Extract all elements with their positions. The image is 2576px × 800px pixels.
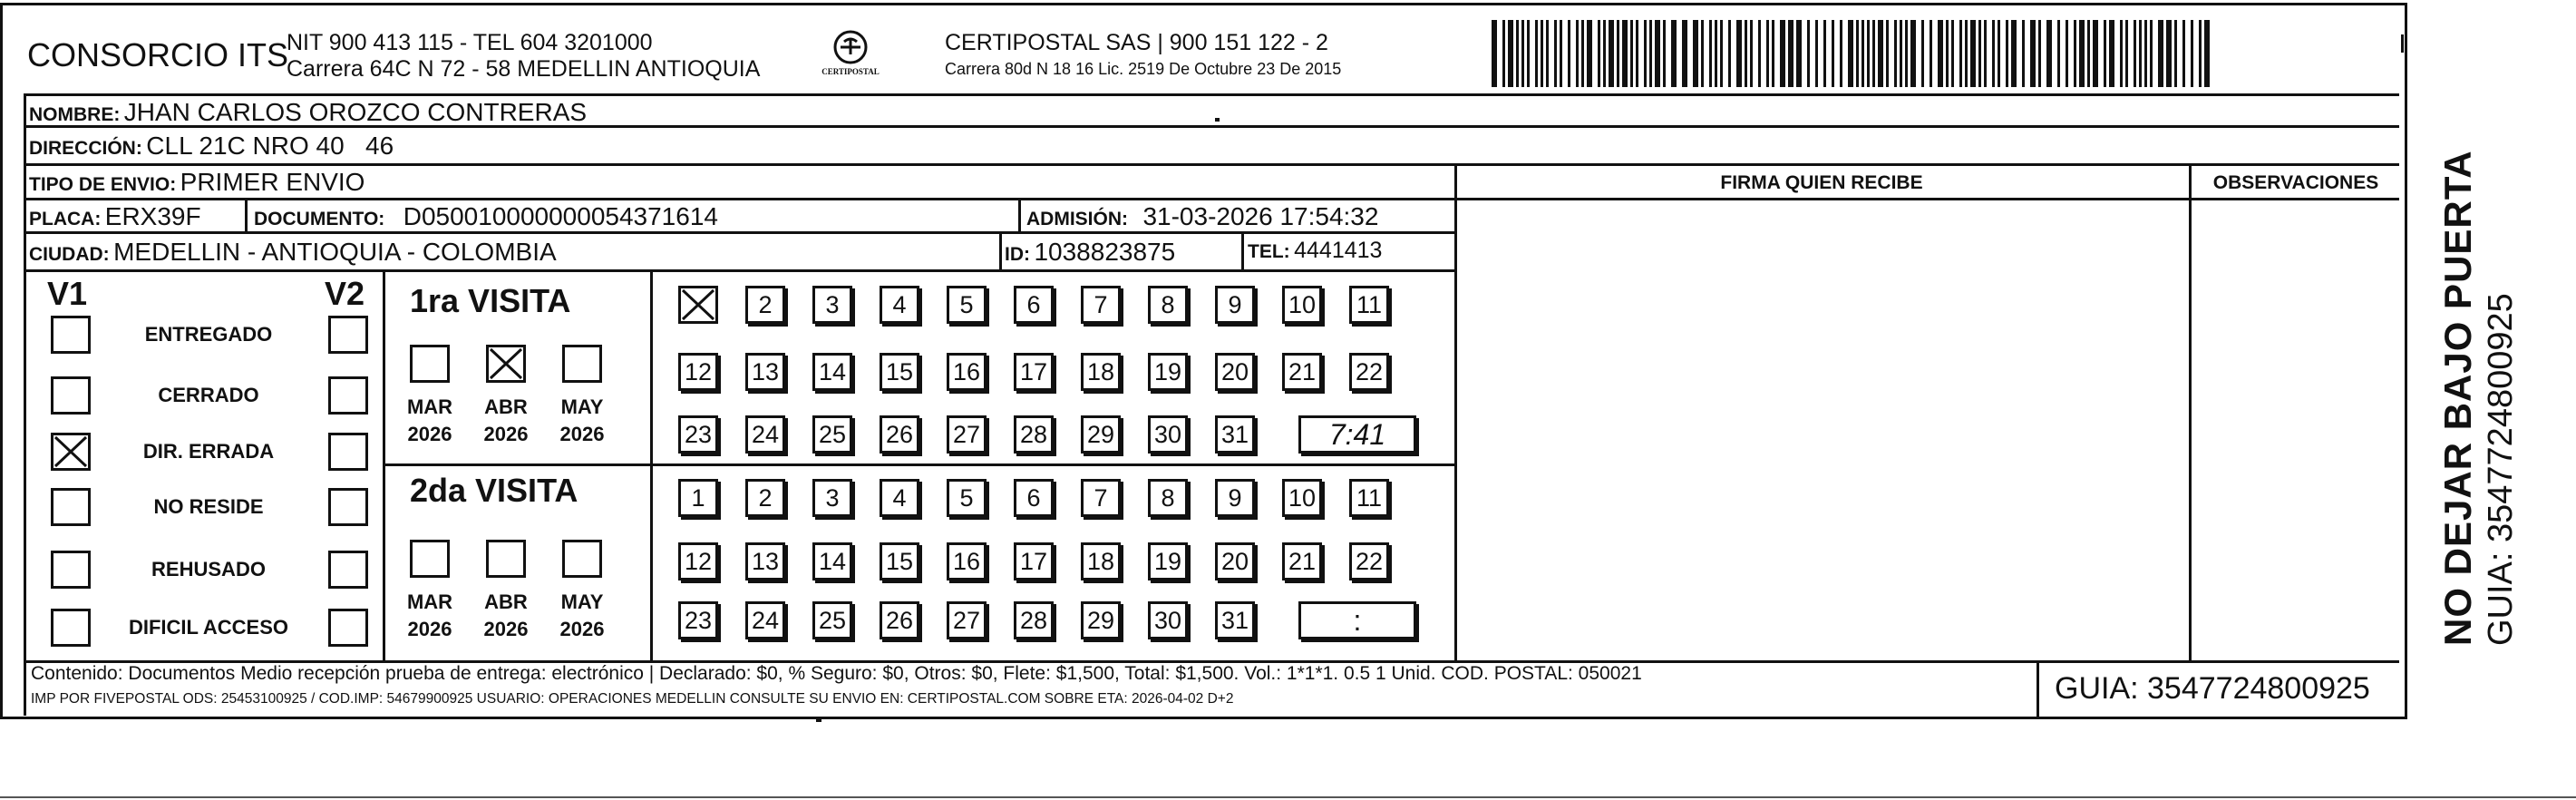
first-day-box[interactable]: 17: [1014, 353, 1054, 391]
second-day-box[interactable]: 27: [947, 601, 987, 639]
second-day-box[interactable]: 30: [1148, 601, 1188, 639]
first-day-box[interactable]: 21: [1282, 353, 1322, 391]
first-day-box[interactable]: 27: [947, 415, 987, 454]
second-day-box[interactable]: 14: [812, 542, 852, 580]
v1-checkbox[interactable]: [51, 488, 91, 526]
nombre-label: NOMBRE:: [29, 104, 121, 125]
nombre-row: [29, 98, 587, 127]
certipostal-logo: [821, 27, 880, 91]
first-day-box[interactable]: 2: [745, 286, 785, 324]
second-month-checkbox[interactable]: [410, 540, 450, 578]
tel-divider: [1241, 231, 1244, 269]
first-month-label: MAY: [560, 395, 604, 418]
row-line-1: [24, 93, 2399, 96]
second-month-label: ABR: [484, 590, 528, 613]
second-day-box[interactable]: 10: [1282, 479, 1322, 517]
direccion-row: [29, 132, 394, 161]
first-year-label: 2026: [407, 423, 452, 445]
v1-checkbox[interactable]: [51, 551, 91, 589]
tel-label: TEL:: [1248, 241, 1290, 262]
first-day-box[interactable]: 22: [1349, 353, 1389, 391]
second-day-box[interactable]: 13: [745, 542, 785, 580]
second-day-box[interactable]: 9: [1215, 479, 1255, 517]
status-label: ENTREGADO: [144, 323, 273, 346]
admision-row: [1026, 202, 1378, 231]
id-row: [1005, 238, 1175, 267]
side-warning: NO DEJAR BAJO PUERTA: [2436, 150, 2479, 646]
row-line-3: [24, 163, 2399, 166]
placa-value: ERX39F: [104, 202, 201, 230]
second-month-label: MAY: [560, 590, 604, 613]
row-line-6: [24, 269, 1456, 272]
first-time-box[interactable]: 7:41: [1298, 415, 1416, 454]
first-month-checkbox[interactable]: [562, 345, 602, 383]
second-day-box[interactable]: 15: [880, 542, 919, 580]
second-day-box[interactable]: 28: [1014, 601, 1054, 639]
status-label: NO RESIDE: [153, 495, 264, 518]
nombre-value: JHAN CARLOS OROZCO CONTRERAS: [123, 98, 588, 126]
first-day-box[interactable]: 10: [1282, 286, 1322, 324]
second-month-label: MAR: [406, 590, 453, 613]
placa-row: [29, 202, 201, 231]
second-day-box[interactable]: 17: [1014, 542, 1054, 580]
second-day-box[interactable]: 5: [947, 479, 987, 517]
first-day-box[interactable]: 30: [1148, 415, 1188, 454]
first-day-box[interactable]: 7: [1081, 286, 1121, 324]
first-day-box[interactable]: 26: [880, 415, 919, 454]
tipo-value: PRIMER ENVIO: [180, 168, 365, 196]
barcode: [1492, 20, 2217, 87]
tipo-label: TIPO DE ENVIO:: [29, 174, 177, 195]
status-label: REHUSADO: [151, 558, 266, 580]
first-day-box[interactable]: 15: [880, 353, 919, 391]
second-day-box[interactable]: 31: [1215, 601, 1255, 639]
second-day-box[interactable]: 12: [678, 542, 718, 580]
first-day-box[interactable]: 9: [1215, 286, 1255, 324]
ciudad-label: CIUDAD:: [29, 244, 110, 265]
second-day-box[interactable]: 18: [1081, 542, 1121, 580]
first-day-box[interactable]: 31: [1215, 415, 1255, 454]
tel-value: 4441413: [1294, 238, 1383, 263]
second-day-box[interactable]: 19: [1148, 542, 1188, 580]
contenido-line: Contenido: Documentos Medio recepción prueba de entrega: electrónico | Declarado: $0, % Seguro: $0, Otros: $0, Flete: $1,500, Total: $1,500. Vol.: 1*1*1. 0.5 1 Unid. COD. POSTAL: 050021: [31, 663, 1642, 684]
id-value: 1038823875: [1034, 238, 1176, 266]
first-month-label: MAR: [406, 395, 453, 418]
first-day-box[interactable]: 14: [812, 353, 852, 391]
id-label: ID:: [1005, 244, 1030, 265]
second-day-box[interactable]: 2: [745, 479, 785, 517]
first-month-checkbox[interactable]: [410, 345, 450, 383]
carrier-address: Carrera 80d N 18 16 Lic. 2519 De Octubre 23 De 2015: [945, 60, 1342, 78]
page-bottom-edge: [0, 796, 2576, 798]
first-day-box[interactable]: 13: [745, 353, 785, 391]
firma-label: FIRMA QUIEN RECIBE: [1720, 172, 1923, 193]
first-day-box[interactable]: 3: [812, 286, 852, 324]
second-time-box[interactable]: :: [1298, 601, 1416, 639]
second-year-label: 2026: [559, 618, 605, 640]
second-day-box[interactable]: 16: [947, 542, 987, 580]
tel-row: [1248, 238, 1382, 264]
second-day-box[interactable]: 22: [1349, 542, 1389, 580]
documento-value: D050010000000054371614: [403, 202, 718, 230]
first-day-box[interactable]: 29: [1081, 415, 1121, 454]
second-day-box[interactable]: 3: [812, 479, 852, 517]
tipo-row: [29, 168, 365, 197]
second-day-box[interactable]: 20: [1215, 542, 1255, 580]
status-label: DIR. ERRADA: [142, 440, 275, 463]
first-year-label: 2026: [559, 423, 605, 445]
admision-label: ADMISIÓN:: [1026, 209, 1128, 229]
second-day-box[interactable]: 23: [678, 601, 718, 639]
second-day-box[interactable]: 21: [1282, 542, 1322, 580]
v2-checkbox[interactable]: [328, 488, 368, 526]
admision-divider: [1018, 198, 1021, 231]
first-year-label: 2026: [483, 423, 529, 445]
frame-top: [0, 3, 2407, 5]
direccion-value: CLL 21C NRO 40 46: [146, 132, 394, 160]
first-day-box[interactable]: 12: [678, 353, 718, 391]
logo-text: CERTIPOSTAL: [821, 67, 880, 76]
second-day-box[interactable]: 1: [678, 479, 718, 517]
second-day-box[interactable]: 8: [1148, 479, 1188, 517]
carrier-line: CERTIPOSTAL SAS | 900 151 122 - 2: [945, 30, 1328, 55]
second-day-box[interactable]: 24: [745, 601, 785, 639]
frame-left: [0, 3, 3, 719]
v2-checkbox[interactable]: [328, 551, 368, 589]
margin-tick: [2401, 34, 2404, 53]
side-guia: GUIA: 3547724800925: [2482, 293, 2520, 646]
ciudad-row: [29, 238, 557, 267]
second-year-label: 2026: [407, 618, 452, 640]
obs-left: [2189, 163, 2192, 660]
first-day-box[interactable]: 4: [880, 286, 919, 324]
first-day-box[interactable]: [678, 286, 718, 324]
first-month-label: ABR: [484, 395, 528, 418]
company-name: CONSORCIO ITS: [27, 36, 289, 73]
guia-box: GUIA: 3547724800925: [2055, 671, 2370, 706]
v2-checkbox[interactable]: [328, 433, 368, 471]
second-month-checkbox[interactable]: [486, 540, 526, 578]
first-day-box[interactable]: 5: [947, 286, 987, 324]
first-day-box[interactable]: 23: [678, 415, 718, 454]
ciudad-value: MEDELLIN - ANTIOQUIA - COLOMBIA: [113, 238, 557, 266]
observaciones-label: OBSERVACIONES: [2212, 172, 2379, 193]
first-visit-title: 1ra VISITA: [410, 282, 571, 319]
company-nit: NIT 900 413 115 - TEL 604 3201000: [287, 30, 653, 55]
inner-left: [24, 93, 26, 716]
company-address: Carrera 64C N 72 - 58 MEDELLIN ANTIOQUIA: [287, 56, 761, 82]
admision-value: 31-03-2026 17:54:32: [1142, 202, 1379, 230]
second-day-box[interactable]: 11: [1349, 479, 1389, 517]
v1-checkbox[interactable]: [51, 376, 91, 415]
direccion-label: DIRECCIÓN:: [29, 138, 142, 159]
v2-checkbox[interactable]: [328, 316, 368, 354]
second-day-box[interactable]: 26: [880, 601, 919, 639]
v1-checkbox[interactable]: [51, 316, 91, 354]
documento-row: [254, 202, 718, 231]
first-day-box[interactable]: 28: [1014, 415, 1054, 454]
imp-line: IMP POR FIVEPOSTAL ODS: 25453100925 / COD.IMP: 54679900925 USUARIO: OPERACIONES MEDELLIN CONSULTE SU ENVIO EN: CERTIPOSTAL.COM SOBRE ETA: 2026-04-02 D+2: [31, 691, 1234, 707]
first-day-box[interactable]: 16: [947, 353, 987, 391]
speck: [816, 718, 821, 722]
second-day-box[interactable]: 4: [880, 479, 919, 517]
first-day-box[interactable]: 6: [1014, 286, 1054, 324]
status-label: CERRADO: [158, 384, 259, 406]
documento-label: DOCUMENTO:: [254, 209, 385, 229]
second-visit-title: 2da VISITA: [410, 472, 578, 509]
first-day-box[interactable]: 20: [1215, 353, 1255, 391]
status-label: DIFICIL ACCESO: [128, 616, 288, 639]
firma-header-line: [1454, 198, 2399, 200]
first-day-box[interactable]: 25: [812, 415, 852, 454]
firma-left: [1454, 163, 1457, 660]
side-text: [2435, 150, 2521, 646]
id-divider: [999, 231, 1002, 269]
first-day-box[interactable]: 19: [1148, 353, 1188, 391]
first-day-box[interactable]: 24: [745, 415, 785, 454]
frame-bottom: [0, 717, 2407, 719]
v2-label: V2: [325, 275, 365, 312]
second-day-box[interactable]: 6: [1014, 479, 1054, 517]
placa-divider: [245, 198, 248, 231]
v1-checkbox[interactable]: [51, 609, 91, 647]
first-day-box[interactable]: 11: [1349, 286, 1389, 324]
first-day-box[interactable]: 18: [1081, 353, 1121, 391]
second-month-checkbox[interactable]: [562, 540, 602, 578]
v2-checkbox[interactable]: [328, 376, 368, 415]
first-month-checkbox[interactable]: [486, 345, 526, 383]
frame-right: [2405, 3, 2407, 719]
speck2: [1215, 118, 1220, 122]
second-day-box[interactable]: 29: [1081, 601, 1121, 639]
second-day-box[interactable]: 25: [812, 601, 852, 639]
second-year-label: 2026: [483, 618, 529, 640]
v1-label: V1: [47, 275, 88, 312]
placa-label: PLACA:: [29, 209, 102, 229]
v1-checkbox[interactable]: [51, 433, 91, 471]
v2-checkbox[interactable]: [328, 609, 368, 647]
visit-split: [383, 463, 1454, 466]
guia-box-left: [2036, 660, 2039, 717]
first-day-box[interactable]: 8: [1148, 286, 1188, 324]
second-day-box[interactable]: 7: [1081, 479, 1121, 517]
